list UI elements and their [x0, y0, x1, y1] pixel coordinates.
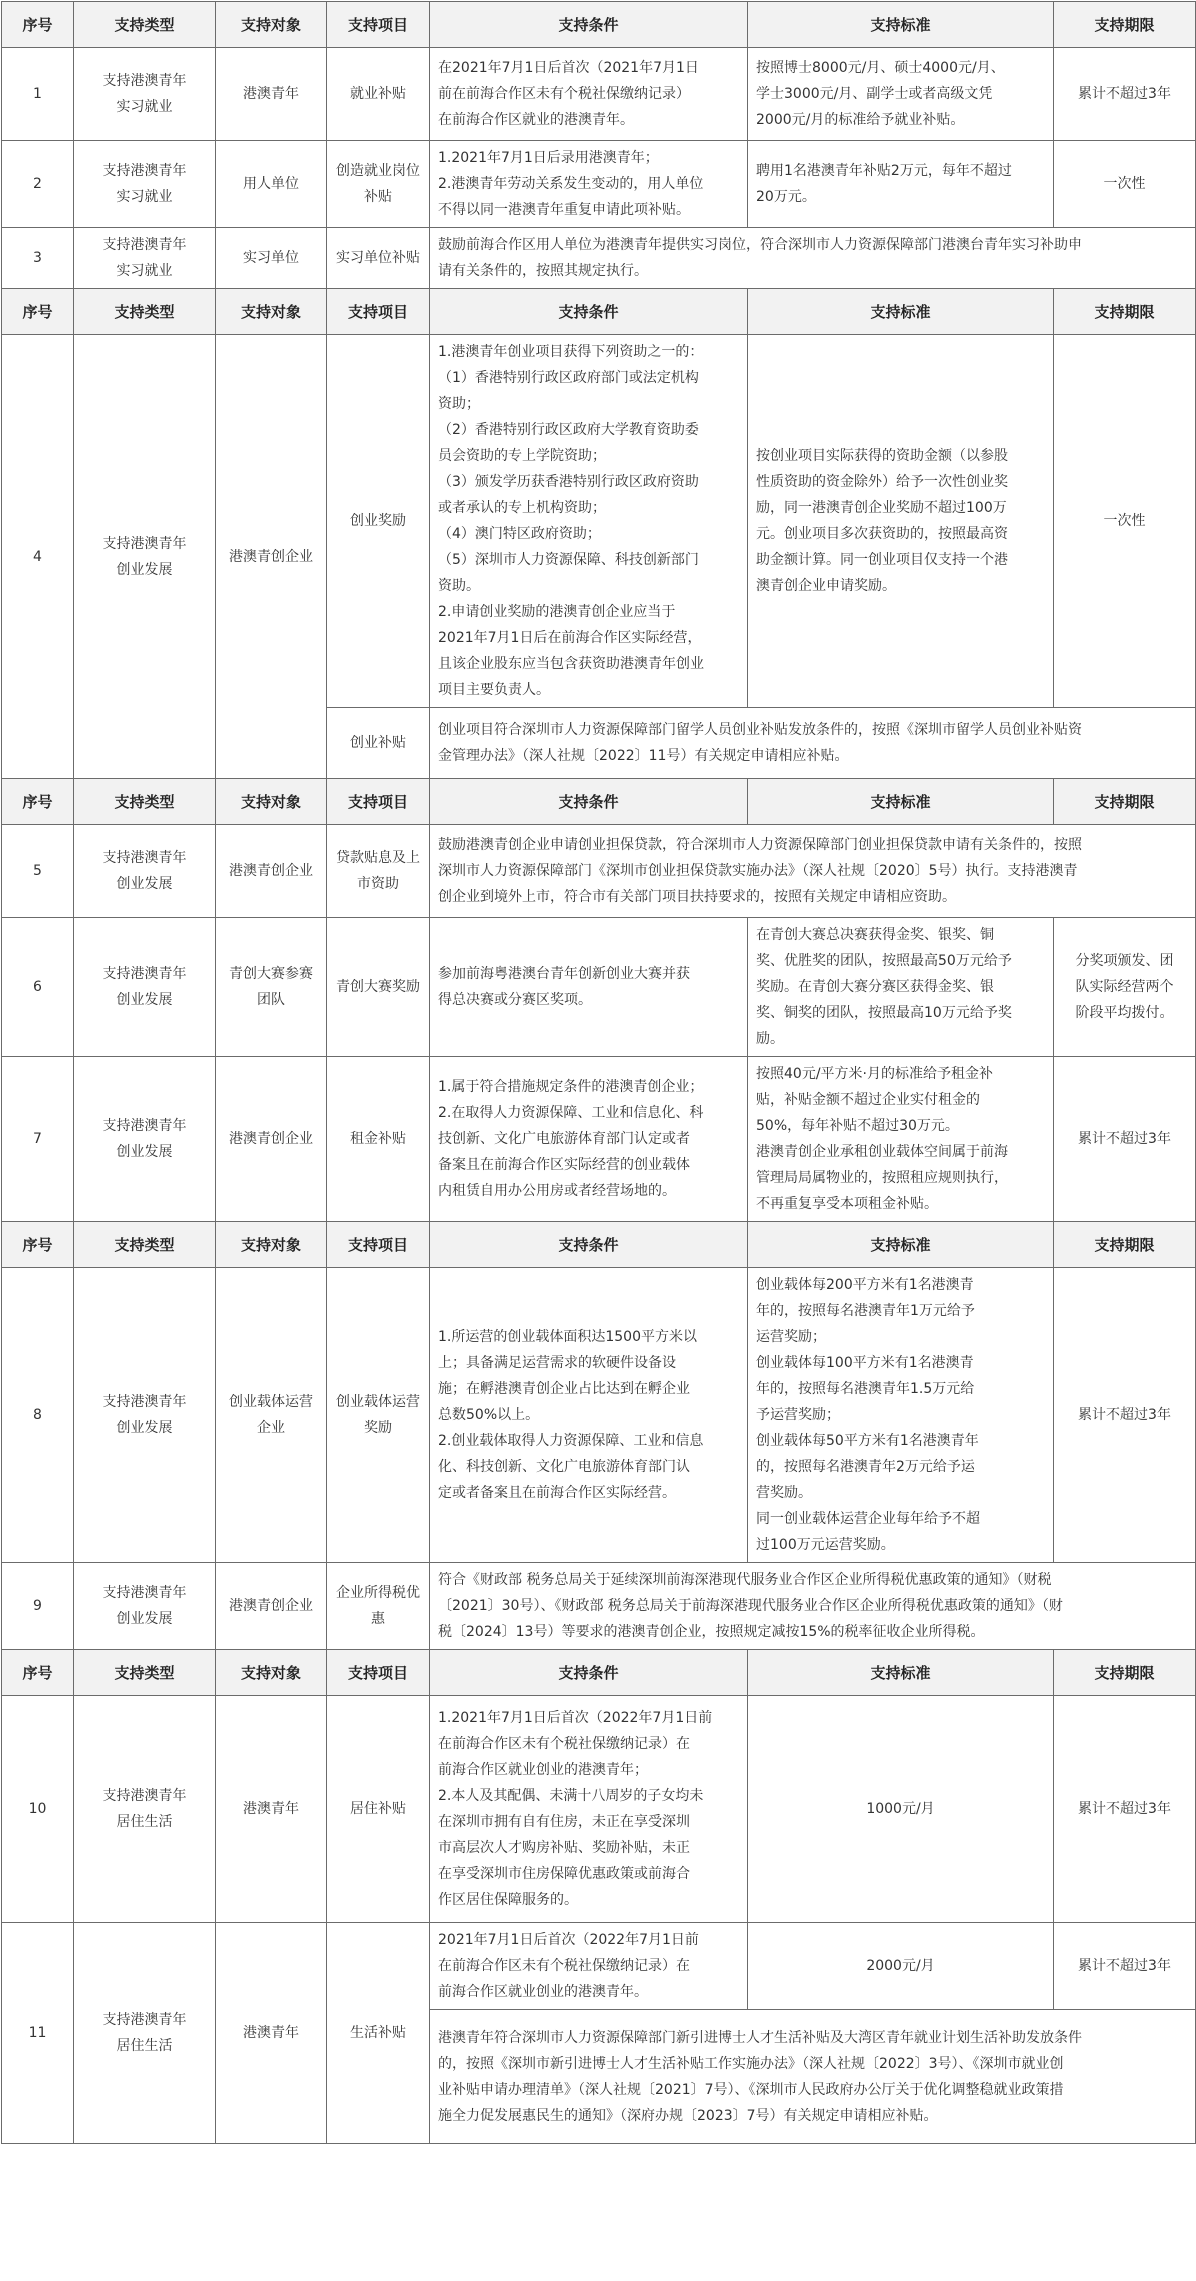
header-period: 支持期限	[1054, 1650, 1196, 1696]
header-condition: 支持条件	[430, 1650, 748, 1696]
cell-target-line: 青创大赛参赛	[229, 966, 313, 982]
header-condition: 支持条件	[430, 1222, 748, 1268]
cell-type	[74, 918, 216, 1057]
cell-no: 5	[2, 825, 74, 918]
header-period: 支持期限	[1054, 289, 1196, 335]
table-row	[2, 918, 1196, 1057]
cell-period: 累计不超过3年	[1054, 48, 1196, 141]
cell-condition	[430, 1268, 748, 1563]
cell-standard-line: 的，按照每名港澳青年2万元给予运	[756, 1459, 975, 1475]
cell-condition-line: 总数50%以上。	[438, 1407, 540, 1423]
cell-condition	[430, 918, 748, 1057]
cell-condition-line: 1.2021年7月1日后录用港澳青年；	[438, 150, 659, 166]
cell-standard-line: 运营奖励；	[756, 1329, 826, 1345]
cell-type-line: 支持港澳青年	[102, 2012, 187, 2028]
cell-period: 累计不超过3年	[1054, 1268, 1196, 1563]
cell-no: 7	[2, 1057, 74, 1222]
cell-condition-line: 在前海合作区未有个税社保缴纳记录）在	[438, 1736, 690, 1752]
cell-type-line: 创业发展	[116, 1611, 173, 1627]
cell-merged	[430, 708, 1196, 779]
cell-standard-line: 过100万元运营奖励。	[756, 1537, 895, 1553]
table-row	[2, 1057, 1196, 1222]
header-type: 支持类型	[74, 2, 216, 48]
cell-standard-line: 奖励。在青创大赛分赛区获得金奖、银	[756, 979, 994, 995]
cell-merged-line: 鼓励港澳青创企业申请创业担保贷款，符合深圳市人力资源保障部门创业担保贷款申请有关条件的，按照	[438, 837, 1082, 853]
cell-period-line: 队实际经营两个	[1075, 979, 1174, 995]
cell-target: 港澳青年	[216, 48, 327, 141]
header-period: 支持期限	[1054, 1222, 1196, 1268]
cell-condition-line: 项目主要负责人。	[438, 682, 550, 698]
cell-type	[74, 1057, 216, 1222]
header-row	[2, 289, 1196, 335]
cell-type-line: 创业发展	[116, 876, 173, 892]
cell-merged	[430, 2010, 1196, 2144]
cell-type-line: 居住生活	[116, 1814, 173, 1830]
cell-standard-line: 聘用1名港澳青年补贴2万元，每年不超过	[756, 163, 1012, 179]
cell-target: 港澳青年	[216, 1696, 327, 1923]
cell-merged-line: 港澳青年符合深圳市人力资源保障部门新引进博士人才生活补贴及大湾区青年就业计划生活补助发放条件	[438, 2029, 1082, 2046]
cell-condition-line: 化、科技创新、文化广电旅游体育部门认	[438, 1459, 690, 1475]
cell-project-line: 贷款贴息及上	[336, 850, 420, 866]
cell-target: 港澳青创企业	[216, 1057, 327, 1222]
cell-type-line: 支持港澳青年	[102, 237, 187, 253]
header-type: 支持类型	[74, 779, 216, 825]
cell-no: 4	[2, 335, 74, 779]
header-target: 支持对象	[216, 779, 327, 825]
cell-condition-line: 2.创业载体取得人力资源保障、工业和信息	[438, 1433, 704, 1449]
cell-condition-line: 定或者备案且在前海合作区实际经营。	[438, 1485, 676, 1501]
header-project: 支持项目	[327, 1650, 430, 1696]
cell-condition-line: 上；具备满足运营需求的软硬件设备设	[438, 1355, 676, 1371]
header-no: 序号	[2, 2, 74, 48]
cell-condition-line: 2021年7月1日后首次（2022年7月1日前	[438, 1932, 699, 1948]
cell-condition-line: 资助；	[438, 396, 480, 412]
header-standard: 支持标准	[748, 289, 1054, 335]
cell-standard-line: 年的，按照每名港澳青年1万元给予	[756, 1303, 975, 1319]
cell-target-line: 企业	[257, 1420, 285, 1436]
cell-condition-line: 资助。	[438, 578, 480, 594]
cell-project: 实习单位补贴	[327, 228, 430, 289]
cell-standard-line: 助金额计算。同一创业项目仅支持一个港	[756, 552, 1008, 568]
cell-condition	[430, 141, 748, 228]
cell-merged-line: 鼓励前海合作区用人单位为港澳青年提供实习岗位，符合深圳市人力资源保障部门港澳台青年实习补助申	[438, 237, 1082, 253]
cell-standard-line: 学士3000元/月、副学士或者高级文凭	[756, 86, 993, 102]
cell-project-line: 创业载体运营	[336, 1394, 420, 1410]
cell-condition-line: 作区居住保障服务的。	[438, 1892, 578, 1908]
cell-standard-line: 按创业项目实际获得的资助金额（以参股	[756, 448, 1008, 464]
header-project: 支持项目	[327, 1222, 430, 1268]
cell-condition-line: 1.2021年7月1日后首次（2022年7月1日前	[438, 1710, 713, 1726]
cell-project-line: 企业所得税优	[336, 1585, 420, 1601]
header-standard: 支持标准	[748, 1650, 1054, 1696]
cell-condition-line: 内租赁自用办公用房或者经营场地的。	[438, 1183, 676, 1199]
cell-project-line: 惠	[371, 1611, 385, 1627]
cell-condition-line: 前海合作区就业创业的港澳青年。	[438, 1984, 648, 2000]
cell-condition-line: 在前海合作区未有个税社保缴纳记录）在	[438, 1958, 690, 1974]
cell-merged-line: 的，按照《深圳市新引进博士人才生活补贴工作实施办法》（深人社规〔2022〕3号）、《深圳市就业创	[438, 2055, 1064, 2072]
cell-condition-line: 在深圳市拥有自有住房，未正在享受深圳	[438, 1814, 690, 1830]
cell-standard-line: 创业载体每200平方米有1名港澳青	[756, 1277, 974, 1293]
cell-condition-line: 且该企业股东应当包含获资助港澳青年创业	[438, 656, 704, 672]
cell-no: 10	[2, 1696, 74, 1923]
cell-period-line: 分奖项颁发、团	[1075, 953, 1174, 969]
cell-period: 累计不超过3年	[1054, 1057, 1196, 1222]
cell-standard-line: 按照40元/平方米·月的标准给予租金补	[756, 1066, 993, 1082]
cell-target	[216, 918, 327, 1057]
cell-type-line: 支持港澳青年	[102, 73, 187, 89]
header-target: 支持对象	[216, 1222, 327, 1268]
cell-standard-line: 不再重复享受本项租金补贴。	[756, 1196, 938, 1212]
cell-condition-line: 备案且在前海合作区实际经营的创业载体	[438, 1157, 690, 1173]
cell-standard: 1000元/月	[748, 1696, 1054, 1923]
cell-project: 创业补贴	[327, 708, 430, 779]
cell-standard-line: 贴，补贴金额不超过企业实付租金的	[756, 1092, 980, 1108]
cell-period: 一次性	[1054, 141, 1196, 228]
header-standard: 支持标准	[748, 779, 1054, 825]
cell-target	[216, 1268, 327, 1563]
cell-standard-line: 年的，按照每名港澳青年1.5万元给	[756, 1381, 975, 1397]
cell-project: 青创大赛奖励	[327, 918, 430, 1057]
cell-condition-line: 技创新、文化广电旅游体育部门认定或者	[438, 1131, 690, 1147]
cell-standard	[748, 1057, 1054, 1222]
cell-type-line: 创业发展	[116, 992, 173, 1008]
table-row	[2, 335, 1196, 708]
cell-standard	[748, 141, 1054, 228]
header-condition: 支持条件	[430, 779, 748, 825]
header-project: 支持项目	[327, 2, 430, 48]
cell-merged-line: 业补贴申请办理清单》（深人社规〔2021〕7号）、《深圳市人民政府办公厅关于优化调整稳就业政策措	[438, 2081, 1064, 2098]
header-target: 支持对象	[216, 289, 327, 335]
cell-condition-line: （5）深圳市人力资源保障、科技创新部门	[438, 552, 699, 568]
cell-condition-line: 得总决赛或分赛区奖项。	[438, 992, 592, 1008]
header-no: 序号	[2, 1650, 74, 1696]
cell-standard-line: 励，同一港澳青创企业奖励不超过100万	[756, 500, 1007, 516]
cell-target: 港澳青创企业	[216, 1563, 327, 1650]
cell-condition-line: 不得以同一港澳青年重复申请此项补贴。	[438, 202, 690, 218]
cell-standard-line: 港澳青创企业承租创业载体空间属于前海	[756, 1144, 1008, 1160]
cell-condition-line: 市高层次人才购房补贴、奖励补贴，未正	[438, 1840, 690, 1856]
cell-type-line: 支持港澳青年	[102, 535, 187, 552]
header-no: 序号	[2, 1222, 74, 1268]
cell-no: 6	[2, 918, 74, 1057]
cell-type-line: 支持港澳青年	[102, 1394, 187, 1410]
cell-project-line: 补贴	[364, 189, 392, 205]
cell-project: 租金补贴	[327, 1057, 430, 1222]
cell-period: 累计不超过3年	[1054, 1696, 1196, 1923]
cell-project: 就业补贴	[327, 48, 430, 141]
cell-condition-line: （1）香港特别行政区政府部门或法定机构	[438, 370, 699, 386]
cell-standard	[748, 48, 1054, 141]
cell-standard-line: 创业载体每50平方米有1名港澳青年	[756, 1433, 979, 1449]
cell-standard-line: 按照博士8000元/月、硕士4000元/月、	[756, 60, 1005, 76]
header-project: 支持项目	[327, 289, 430, 335]
cell-condition-line: 1.所运营的创业载体面积达1500平方米以	[438, 1329, 697, 1345]
cell-target: 港澳青年	[216, 1923, 327, 2144]
cell-type	[74, 48, 216, 141]
cell-condition-line: 在享受深圳市住房保障优惠政策或前海合	[438, 1866, 690, 1882]
cell-project-line: 市资助	[357, 876, 399, 892]
cell-period: 累计不超过3年	[1054, 1923, 1196, 2010]
header-type: 支持类型	[74, 289, 216, 335]
cell-project: 居住补贴	[327, 1696, 430, 1923]
header-row	[2, 1222, 1196, 1268]
cell-condition-line: 施；在孵港澳青创企业占比达到在孵企业	[438, 1381, 690, 1397]
cell-merged-line: 符合《财政部 税务总局关于延续深圳前海深港现代服务业合作区企业所得税优惠政策的通知》（财税	[438, 1572, 1052, 1588]
cell-standard-line: 性质资助的资金除外）给予一次性创业奖	[756, 474, 1008, 490]
cell-type-line: 实习就业	[116, 99, 173, 115]
cell-merged	[430, 825, 1196, 918]
cell-standard-line: 营奖励。	[756, 1485, 812, 1501]
cell-project: 创业奖励	[327, 335, 430, 708]
cell-no: 1	[2, 48, 74, 141]
cell-type	[74, 335, 216, 779]
header-target: 支持对象	[216, 1650, 327, 1696]
table-row	[2, 228, 1196, 289]
cell-merged-line: 金管理办法》（深人社规〔2022〕11号）有关规定申请相应补贴。	[438, 748, 849, 764]
table-row	[2, 1268, 1196, 1563]
cell-type	[74, 1268, 216, 1563]
cell-type	[74, 141, 216, 228]
cell-condition-line: 2021年7月1日后在前海合作区实际经营，	[438, 630, 702, 646]
cell-standard-line: 50%，每年补贴不超过30万元。	[756, 1118, 959, 1134]
cell-standard-line: 管理局局属物业的，按照租应规则执行，	[756, 1170, 1008, 1186]
cell-period-line: 阶段平均拨付。	[1075, 1005, 1174, 1021]
cell-no: 8	[2, 1268, 74, 1563]
cell-merged-line: 税〔2024〕13号）等要求的港澳青创企业，按照规定减按15%的税率征收企业所得税。	[438, 1624, 985, 1640]
cell-project: 生活补贴	[327, 1923, 430, 2144]
cell-target: 用人单位	[216, 141, 327, 228]
cell-standard	[748, 918, 1054, 1057]
cell-no: 11	[2, 1923, 74, 2144]
cell-type-line: 支持港澳青年	[102, 163, 187, 179]
cell-project	[327, 1563, 430, 1650]
cell-condition-line: （4）澳门特区政府资助；	[438, 526, 601, 542]
policy-table	[1, 1, 1196, 2144]
cell-target: 港澳青创企业	[216, 825, 327, 918]
cell-condition	[430, 335, 748, 708]
header-condition: 支持条件	[430, 2, 748, 48]
cell-type-line: 创业发展	[116, 561, 173, 578]
header-no: 序号	[2, 289, 74, 335]
cell-type-line: 支持港澳青年	[102, 1585, 187, 1601]
cell-type-line: 支持港澳青年	[102, 966, 187, 982]
cell-condition-line: （3）颁发学历获香港特别行政区政府资助	[438, 474, 699, 490]
cell-standard: 2000元/月	[748, 1923, 1054, 2010]
table-row	[2, 825, 1196, 918]
cell-type-line: 支持港澳青年	[102, 1118, 187, 1134]
cell-type	[74, 1923, 216, 2144]
cell-standard-line: 在青创大赛总决赛获得金奖、银奖、铜	[756, 927, 994, 943]
cell-type-line: 支持港澳青年	[102, 850, 187, 866]
cell-condition-line: 2.申请创业奖励的港澳青创企业应当于	[438, 604, 676, 620]
table-row	[2, 141, 1196, 228]
table-row	[2, 48, 1196, 141]
cell-standard	[748, 1268, 1054, 1563]
cell-condition-line: 2.本人及其配偶、未满十八周岁的子女均未	[438, 1788, 704, 1804]
header-row	[2, 779, 1196, 825]
cell-merged-line: 〔2021〕30号）、《财政部 税务总局关于前海深港现代服务业合作区企业所得税优惠政策的通知》（财	[438, 1598, 1063, 1614]
header-period: 支持期限	[1054, 2, 1196, 48]
cell-project	[327, 825, 430, 918]
cell-standard-line: 同一创业载体运营企业每年给予不超	[756, 1511, 980, 1527]
header-no: 序号	[2, 779, 74, 825]
cell-type	[74, 1563, 216, 1650]
cell-no: 2	[2, 141, 74, 228]
cell-condition-line: 前在前海合作区未有个税社保缴纳记录）	[438, 86, 690, 102]
table-row	[2, 1696, 1196, 1923]
header-standard: 支持标准	[748, 2, 1054, 48]
cell-no: 3	[2, 228, 74, 289]
cell-standard-line: 予运营奖励；	[756, 1407, 840, 1423]
cell-condition-line: 员会资助的专上学院资助；	[438, 448, 606, 464]
cell-condition-line: 参加前海粤港澳台青年创新创业大赛并获	[438, 966, 690, 982]
cell-condition-line: 1.属于符合措施规定条件的港澳青创企业；	[438, 1079, 704, 1095]
cell-type-line: 创业发展	[116, 1144, 173, 1160]
cell-merged	[430, 1563, 1196, 1650]
cell-type-line: 实习就业	[116, 189, 173, 205]
header-period: 支持期限	[1054, 779, 1196, 825]
cell-period	[1054, 918, 1196, 1057]
cell-standard	[748, 335, 1054, 708]
cell-project-line: 奖励	[364, 1420, 392, 1436]
cell-merged-line: 深圳市人力资源保障部门《深圳市创业担保贷款实施办法》（深人社规〔2020〕5号）执行。支持港澳青	[438, 863, 1078, 879]
cell-merged-line: 施全力促发展惠民生的通知》（深府办规〔2023〕7号）有关规定申请相应补贴。	[438, 2107, 938, 2124]
table-row	[2, 1563, 1196, 1650]
header-row	[2, 2, 1196, 48]
cell-type	[74, 1696, 216, 1923]
cell-target: 实习单位	[216, 228, 327, 289]
cell-condition-line: 2.港澳青年劳动关系发生变动的，用人单位	[438, 176, 704, 192]
header-condition: 支持条件	[430, 289, 748, 335]
cell-condition-line: 前海合作区就业创业的港澳青年；	[438, 1762, 648, 1778]
cell-standard-line: 奖、铜奖的团队，按照最高10万元给予奖	[756, 1005, 1012, 1021]
cell-condition-line: 或者承认的专上机构资助；	[438, 500, 606, 516]
cell-type-line: 创业发展	[116, 1420, 173, 1436]
cell-type	[74, 825, 216, 918]
cell-condition-line: 在2021年7月1日后首次（2021年7月1日	[438, 60, 699, 76]
cell-merged-line: 创业项目符合深圳市人力资源保障部门留学人员创业补贴发放条件的，按照《深圳市留学人员创业补贴资	[438, 722, 1082, 738]
cell-condition-line: 1.港澳青年创业项目获得下列资助之一的：	[438, 344, 704, 360]
cell-target-line: 创业载体运营	[229, 1394, 313, 1410]
cell-project	[327, 141, 430, 228]
cell-merged-line: 请有关条件的，按照其规定执行。	[438, 263, 648, 279]
cell-condition	[430, 1057, 748, 1222]
cell-condition-line: 在前海合作区就业的港澳青年。	[438, 112, 634, 128]
header-row	[2, 1650, 1196, 1696]
cell-condition-line: 2.在取得人力资源保障、工业和信息化、科	[438, 1105, 704, 1121]
cell-standard-line: 2000元/月的标准给予就业补贴。	[756, 112, 965, 128]
cell-condition	[430, 48, 748, 141]
header-standard: 支持标准	[748, 1222, 1054, 1268]
cell-standard-line: 20万元。	[756, 189, 816, 205]
header-type: 支持类型	[74, 1650, 216, 1696]
cell-project	[327, 1268, 430, 1563]
cell-condition-line: （2）香港特别行政区政府大学教育资助委	[438, 422, 699, 438]
table-row	[2, 1923, 1196, 2010]
cell-condition	[430, 1923, 748, 2010]
cell-project-line: 创造就业岗位	[336, 163, 420, 179]
cell-standard-line: 励。	[756, 1031, 784, 1047]
cell-target: 港澳青创企业	[216, 335, 327, 779]
cell-type-line: 实习就业	[116, 263, 173, 279]
cell-type-line: 支持港澳青年	[102, 1788, 187, 1804]
header-project: 支持项目	[327, 779, 430, 825]
header-type: 支持类型	[74, 1222, 216, 1268]
cell-standard-line: 元。创业项目多次获资助的，按照最高资	[756, 526, 1008, 542]
cell-standard-line: 创业载体每100平方米有1名港澳青	[756, 1355, 974, 1371]
cell-target-line: 团队	[257, 992, 285, 1008]
cell-merged	[430, 228, 1196, 289]
cell-no: 9	[2, 1563, 74, 1650]
cell-standard-line: 奖、优胜奖的团队，按照最高50万元给予	[756, 953, 1012, 969]
cell-standard-line: 澳青创企业申请奖励。	[756, 578, 896, 594]
cell-merged-line: 创企业到境外上市，符合市有关部门项目扶持要求的，按照有关规定申请相应资助。	[438, 889, 956, 905]
cell-type-line: 居住生活	[116, 2038, 173, 2054]
cell-type	[74, 228, 216, 289]
header-target: 支持对象	[216, 2, 327, 48]
cell-period: 一次性	[1054, 335, 1196, 708]
cell-condition	[430, 1696, 748, 1923]
